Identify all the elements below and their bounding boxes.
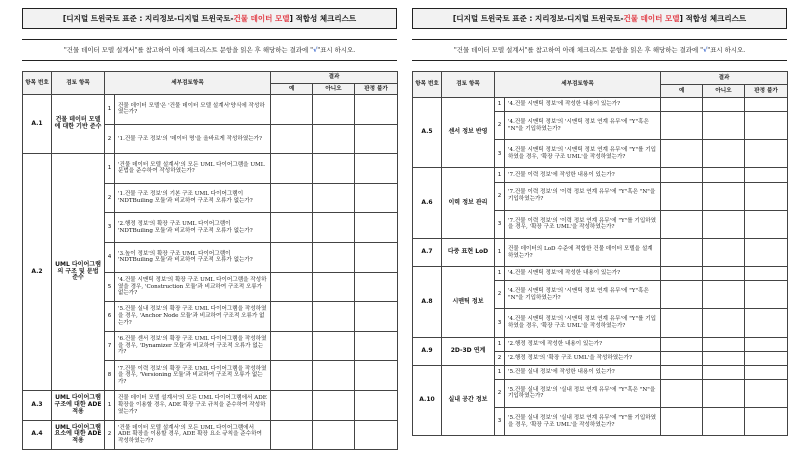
checklist-page-left — [22, 8, 397, 450]
answer-no-cell[interactable] — [313, 420, 355, 450]
answer-no-cell[interactable] — [703, 112, 745, 140]
answer-undetermined-cell[interactable] — [355, 331, 398, 361]
answer-yes-cell[interactable] — [271, 331, 313, 361]
detail-number: 2 — [105, 420, 115, 450]
item-number: A.1 — [23, 95, 52, 154]
answer-no-cell[interactable] — [703, 168, 745, 182]
item-number: A.4 — [23, 420, 52, 450]
detail-text: '건물 데이터 모델 설계서'의 모든 UML 다이어그램을 UML 문법을 준수하여 작성하였는가? — [115, 154, 271, 184]
detail-text: '1.건물 구조 정보'의 '데이터 명'을 올바르게 작성하였는가? — [115, 124, 271, 154]
item-number: A.5 — [413, 98, 442, 168]
header-result: 결과 — [661, 72, 788, 85]
item-number: A.3 — [23, 390, 52, 420]
detail-number: 1 — [495, 365, 505, 379]
answer-no-cell[interactable] — [703, 140, 745, 168]
answer-undetermined-cell[interactable] — [355, 213, 398, 243]
detail-number: 3 — [105, 213, 115, 243]
check-mark-icon: √ — [313, 46, 318, 54]
header-undetermined: 판정 불가 — [745, 85, 788, 98]
detail-text: 건물 데이터 모델'은 '건물 데이터 모델 설계서'양식에 작성하였는가? — [115, 95, 271, 125]
answer-no-cell[interactable] — [313, 390, 355, 420]
detail-number: 6 — [105, 302, 115, 332]
checklist-row — [23, 95, 398, 125]
instruction-after: "표시 하시오. — [707, 46, 746, 54]
review-item: 시맨틱 정보 — [442, 267, 495, 337]
checklist-title — [22, 8, 397, 29]
detail-text: '건물 데이터 모델 설계서'의 모든 UML 다이어그램에서 ADE 확장을 이용할 경우, ADE 확장 요소 규칙을 준수하여 작성하였는가? — [115, 420, 271, 450]
review-item: 이력 정보 관리 — [442, 168, 495, 238]
answer-no-cell[interactable] — [703, 238, 745, 266]
detail-text: '4.건물 시맨틱 정보'의 확장 구조 UML 다이어그램을 작성하였을 경우, 'Construction 모듈'과 비교하여 구조적 오류가 없는가? — [115, 272, 271, 302]
review-item: 센서 정보 반영 — [442, 98, 495, 168]
answer-undetermined-cell[interactable] — [745, 112, 788, 140]
answer-yes-cell[interactable] — [271, 361, 313, 391]
answer-undetermined-cell[interactable] — [355, 302, 398, 332]
checklist-table — [22, 71, 398, 450]
answer-yes-cell[interactable] — [661, 140, 703, 168]
answer-undetermined-cell[interactable] — [355, 183, 398, 213]
answer-undetermined-cell[interactable] — [355, 242, 398, 272]
detail-text: '4.건물 시맨틱 정보'의 '시맨틱 정보 연계 유무'에 "Y"혹은 "N"을 기입하였는가? — [505, 112, 661, 140]
answer-no-cell[interactable] — [703, 210, 745, 238]
header-undetermined: 판정 불가 — [355, 84, 398, 95]
answer-no-cell[interactable] — [313, 331, 355, 361]
instruction-before: "건물 데이터 모델 설계서"를 참고하여 아래 체크리스트 문항을 읽은 후 해당하는 결과에 " — [63, 46, 314, 54]
answer-yes-cell[interactable] — [271, 242, 313, 272]
header-yes: 예 — [271, 84, 313, 95]
detail-number: 3 — [495, 140, 505, 168]
item-number: A.10 — [413, 365, 442, 435]
detail-text: '4.건물 시맨틱 정보'의 '시맨틱 정보 연계 유무'에 "Y"를 기입하였을 경우, '확장 구조 UML'을 작성하였는가? — [505, 309, 661, 337]
instruction-after: "표시 하시오. — [317, 46, 356, 54]
answer-undetermined-cell[interactable] — [745, 379, 788, 407]
detail-text: '1.건물 구조 정보'의 기본 구조 UML 다이어그램이 'NDTBuiling 모듈'과 비교하여 구조적 오류가 없는가? — [115, 183, 271, 213]
checklist-row — [23, 390, 398, 420]
answer-yes-cell[interactable] — [661, 281, 703, 309]
detail-number: 2 — [495, 379, 505, 407]
answer-undetermined-cell[interactable] — [745, 267, 788, 281]
title-prefix: [디지털 트윈국토 표준 : 지리정보-디지털 트윈국토- — [62, 14, 234, 23]
header-detail-item: 세부검토항목 — [105, 72, 271, 95]
answer-undetermined-cell[interactable] — [355, 124, 398, 154]
review-item: 건물 데이터 모델에 대한 기반 준수 — [52, 95, 105, 154]
answer-yes-cell[interactable] — [271, 420, 313, 450]
detail-number: 2 — [495, 182, 505, 210]
review-item: 실내 공간 정보 — [442, 365, 495, 435]
answer-no-cell[interactable] — [313, 213, 355, 243]
header-review-item: 검토 항목 — [52, 72, 105, 95]
detail-number: 1 — [495, 238, 505, 266]
header-item-number: 항목 번호 — [413, 72, 442, 98]
answer-undetermined-cell[interactable] — [745, 281, 788, 309]
checklist-title — [412, 8, 787, 29]
answer-yes-cell[interactable] — [661, 267, 703, 281]
detail-text: '3.높이 정보'의 확장 구조 UML 다이어그램이 'NDTBuiling 모듈'과 비교하여 구조적 오류가 없는가? — [115, 242, 271, 272]
detail-number: 3 — [495, 408, 505, 436]
answer-yes-cell[interactable] — [661, 238, 703, 266]
header-item-number: 항목 번호 — [23, 72, 52, 95]
detail-number: 2 — [105, 183, 115, 213]
answer-undetermined-cell[interactable] — [745, 210, 788, 238]
detail-number: 8 — [105, 361, 115, 391]
review-item: 2D-3D 연계 — [442, 337, 495, 365]
answer-yes-cell[interactable] — [271, 95, 313, 125]
answer-undetermined-cell[interactable] — [745, 309, 788, 337]
title-suffix: ] 적합성 체크리스트 — [679, 14, 747, 23]
title-suffix: ] 적합성 체크리스트 — [289, 14, 357, 23]
detail-text: '4.건물 시맨틱 정보'에 작성한 내용이 있는가? — [505, 267, 661, 281]
answer-undetermined-cell[interactable] — [355, 95, 398, 125]
header-detail-item: 세부검토항목 — [495, 72, 661, 98]
detail-number: 2 — [495, 112, 505, 140]
answer-undetermined-cell[interactable] — [355, 154, 398, 184]
answer-undetermined-cell[interactable] — [745, 408, 788, 436]
review-item: UML 다이어그램 구조에 대한 ADE 적용 — [52, 390, 105, 420]
answer-no-cell[interactable] — [703, 379, 745, 407]
answer-no-cell[interactable] — [703, 182, 745, 210]
detail-text: '7.건물 이력 정보'에 작성한 내용이 있는가? — [505, 168, 661, 182]
checklist-table — [412, 71, 788, 436]
detail-text: '2.행정 정보'에 작성한 내용이 있는가? — [505, 337, 661, 351]
detail-text: '4.건물 시맨틱 정보'의 '시맨틱 정보 연계 유무'에 "Y"혹은 "N"을 기입하였는가? — [505, 281, 661, 309]
detail-number: 1 — [105, 154, 115, 184]
answer-yes-cell[interactable] — [661, 210, 703, 238]
answer-undetermined-cell[interactable] — [745, 182, 788, 210]
answer-no-cell[interactable] — [313, 95, 355, 125]
checklist-row — [413, 267, 788, 281]
answer-yes-cell[interactable] — [271, 272, 313, 302]
answer-yes-cell[interactable] — [271, 390, 313, 420]
detail-text: '2.행정 정보'의 '확장 구조 UML'을 작성하였는가? — [505, 351, 661, 365]
answer-undetermined-cell[interactable] — [355, 390, 398, 420]
checklist-row — [413, 337, 788, 351]
answer-yes-cell[interactable] — [661, 98, 703, 112]
answer-yes-cell[interactable] — [661, 408, 703, 436]
answer-undetermined-cell[interactable] — [745, 98, 788, 112]
detail-text: '5.건물 실내 정보'에 작성한 내용이 있는가? — [505, 365, 661, 379]
detail-text: '4.건물 시맨틱 정보'의 '시맨틱 정보 연계 유무'에 "Y"를 기입하였을 경우, '확장 구조 UML'을 작성하였는가? — [505, 140, 661, 168]
instruction-text — [22, 39, 397, 61]
item-number: A.9 — [413, 337, 442, 365]
header-no: 아니오 — [703, 85, 745, 98]
answer-undetermined-cell[interactable] — [745, 365, 788, 379]
answer-yes-cell[interactable] — [271, 124, 313, 154]
detail-number: 5 — [105, 272, 115, 302]
item-number: A.2 — [23, 154, 52, 391]
detail-number: 7 — [105, 331, 115, 361]
answer-no-cell[interactable] — [703, 408, 745, 436]
detail-number: 1 — [495, 267, 505, 281]
review-item: UML 다이어그램 요소에 대한 ADE 적용 — [52, 420, 105, 450]
answer-undetermined-cell[interactable] — [745, 351, 788, 365]
answer-yes-cell[interactable] — [661, 168, 703, 182]
checklist-row — [23, 154, 398, 184]
answer-yes-cell[interactable] — [661, 112, 703, 140]
answer-yes-cell[interactable] — [271, 213, 313, 243]
detail-number: 1 — [105, 390, 115, 420]
answer-no-cell[interactable] — [313, 361, 355, 391]
answer-no-cell[interactable] — [703, 267, 745, 281]
header-no: 아니오 — [313, 84, 355, 95]
detail-number: 1 — [495, 98, 505, 112]
answer-yes-cell[interactable] — [661, 337, 703, 351]
answer-yes-cell[interactable] — [271, 302, 313, 332]
detail-text: '5.건물 실내 정보'의 확장 구조 UML 다이어그램을 작성하였을 경우, 'Anchor Node 모듈'과 비교하여 구조적 오류가 없는가? — [115, 302, 271, 332]
detail-text: '4.건물 시맨틱 정보'에 작성한 내용이 있는가? — [505, 98, 661, 112]
header-yes: 예 — [661, 85, 703, 98]
checklist-row — [413, 238, 788, 266]
answer-undetermined-cell[interactable] — [355, 361, 398, 391]
answer-undetermined-cell[interactable] — [745, 140, 788, 168]
answer-no-cell[interactable] — [703, 365, 745, 379]
checklist-row — [23, 420, 398, 450]
detail-text: '7.건물 이력 정보'의 확장 구조 UML 다이어그램을 작성하였을 경우, 'Versioning 모듈'과 비교하여 구조적 오류가 없는가? — [115, 361, 271, 391]
instruction-text — [412, 39, 787, 61]
answer-undetermined-cell[interactable] — [745, 238, 788, 266]
answer-yes-cell[interactable] — [661, 182, 703, 210]
detail-number: 2 — [495, 281, 505, 309]
title-accent: 건물 데이터 모델 — [623, 14, 680, 23]
answer-undetermined-cell[interactable] — [745, 337, 788, 351]
answer-undetermined-cell[interactable] — [745, 168, 788, 182]
answer-no-cell[interactable] — [703, 351, 745, 365]
header-result: 결과 — [271, 72, 398, 84]
detail-text: '7.건물 이력 정보'의 '이력 정보 연계 유무'에 "Y"를 기입하였을 경우, '확장 구조 UML'을 작성하였는가? — [505, 210, 661, 238]
answer-yes-cell[interactable] — [271, 154, 313, 184]
answer-no-cell[interactable] — [703, 309, 745, 337]
detail-number: 1 — [105, 95, 115, 125]
detail-text: '5.건물 실내 정보'의 '실내 정보 연계 유무'에 "Y"를 기입하였을 경우, '확장 구조 UML'을 작성하였는가? — [505, 408, 661, 436]
detail-text: '2.행정 정보'의 확장 구조 UML 다이어그램이 'NDTBuiling 모듈'과 비교하여 구조적 오류가 없는가? — [115, 213, 271, 243]
answer-yes-cell[interactable] — [271, 183, 313, 213]
detail-text: '5.건물 실내 정보'의 '실내 정보 연계 유무'에 "Y"혹은 "N"을 기입하였는가? — [505, 379, 661, 407]
answer-no-cell[interactable] — [703, 98, 745, 112]
answer-no-cell[interactable] — [313, 272, 355, 302]
answer-undetermined-cell[interactable] — [355, 272, 398, 302]
checklist-row — [413, 365, 788, 379]
detail-text: 건물 데이터의 LoD 수준에 적합한 건물 데이터 모델을 설계하였는가? — [505, 238, 661, 266]
detail-text: '7.건물 이력 정보'의 '이력 정보 연계 유무'에 "Y"혹은 "N"을 기입하였는가? — [505, 182, 661, 210]
answer-yes-cell[interactable] — [661, 309, 703, 337]
answer-no-cell[interactable] — [313, 183, 355, 213]
answer-no-cell[interactable] — [703, 337, 745, 351]
review-item: 다중 표현 LoD — [442, 238, 495, 266]
title-prefix: [디지털 트윈국토 표준 : 지리정보-디지털 트윈국토- — [452, 14, 624, 23]
answer-no-cell[interactable] — [313, 154, 355, 184]
detail-number: 1 — [495, 168, 505, 182]
title-accent: 건물 데이터 모델 — [233, 14, 290, 23]
checklist-row — [413, 98, 788, 112]
detail-number: 2 — [495, 351, 505, 365]
instruction-before: "건물 데이터 모델 설계서"를 참고하여 아래 체크리스트 문항을 읽은 후 해당하는 결과에 " — [453, 46, 704, 54]
detail-number: 2 — [105, 124, 115, 154]
detail-text: '6.건물 센서 정보'의 확장 구조 UML 다이어그램을 작성하였을 경우, 'Dynamizer 모듈'과 비교하여 구조적 오류가 없는가? — [115, 331, 271, 361]
checklist-row — [413, 168, 788, 182]
answer-no-cell[interactable] — [313, 124, 355, 154]
answer-yes-cell[interactable] — [661, 379, 703, 407]
item-number: A.6 — [413, 168, 442, 238]
answer-no-cell[interactable] — [313, 302, 355, 332]
check-mark-icon: √ — [703, 46, 708, 54]
answer-yes-cell[interactable] — [661, 351, 703, 365]
header-review-item: 검토 항목 — [442, 72, 495, 98]
answer-yes-cell[interactable] — [661, 365, 703, 379]
detail-number: 4 — [105, 242, 115, 272]
review-item: UML 다이어그램의 구조 및 문법 준수 — [52, 154, 105, 391]
item-number: A.7 — [413, 238, 442, 266]
detail-text: 건물 데이터 모델 설계서'의 모든 UML 다이어그램에서 ADE 확장을 이용할 경우, ADE 확장 구조 규칙을 준수하여 작성하였는가? — [115, 390, 271, 420]
answer-no-cell[interactable] — [703, 281, 745, 309]
answer-no-cell[interactable] — [313, 242, 355, 272]
item-number: A.8 — [413, 267, 442, 337]
checklist-page-right — [412, 8, 787, 436]
answer-undetermined-cell[interactable] — [355, 420, 398, 450]
detail-number: 3 — [495, 309, 505, 337]
detail-number: 3 — [495, 210, 505, 238]
detail-number: 1 — [495, 337, 505, 351]
